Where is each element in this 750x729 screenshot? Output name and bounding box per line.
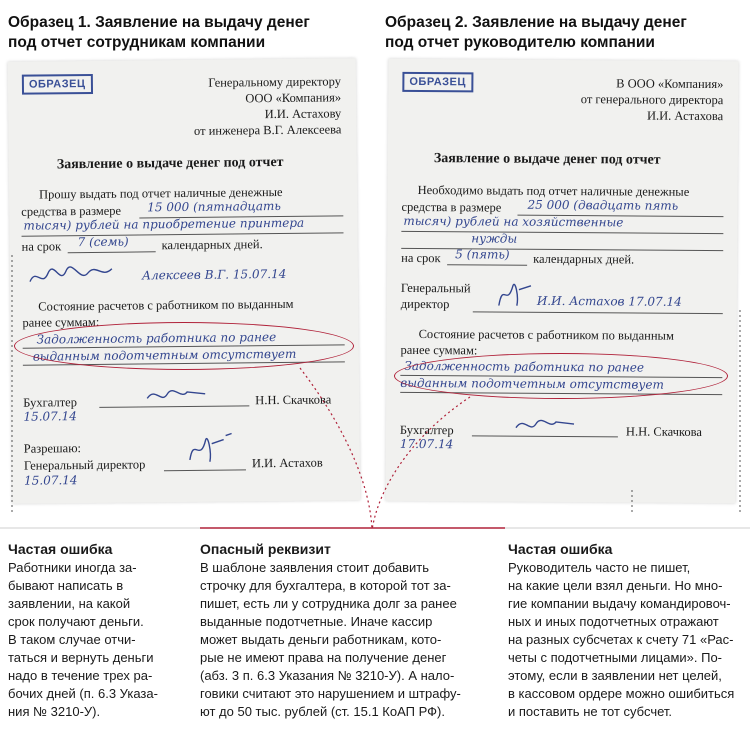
sample-stamp: ОБРАЗЕЦ	[402, 72, 473, 92]
note-line: может выдать деньги работникам, кото-	[200, 632, 442, 647]
document-title: Заявление о выдаче денег под отчет	[433, 151, 661, 168]
amount-label: средства в размере	[401, 199, 502, 215]
addressee-line: И.И. Астахова	[646, 108, 724, 124]
note-line: и поставить не тот субсчет.	[508, 704, 673, 719]
accountant-name: Н.Н. Скачкова	[255, 392, 332, 408]
note-line: заявлении, на какой	[8, 596, 131, 611]
handwritten-term: 5 (пять)	[455, 247, 510, 262]
director-label: Генеральный директор	[23, 457, 146, 473]
note-line: гие компании выдачу командировоч-	[508, 596, 731, 611]
note-line: В шаблоне заявления стоит добавить	[200, 560, 429, 575]
addressee-line: от генерального директора	[580, 92, 724, 108]
settlement-text: Состояние расчетов с работником по выданным	[418, 327, 674, 343]
note-line: В таком случае отчи-	[8, 632, 136, 647]
handwritten-term: 7 (семь)	[77, 234, 129, 250]
note-line: четы с подотчетными лицами». По-	[508, 650, 722, 665]
sample-stamp: ОБРАЗЕЦ	[22, 74, 93, 95]
accountant-label: Бухгалтер	[23, 395, 77, 410]
settlement-text: ранее суммам:	[22, 314, 100, 330]
accountant-name: Н.Н. Скачкова	[625, 424, 702, 439]
note-line: строчку для бухгалтера, в которой тот за-	[200, 578, 451, 593]
handwritten-date: 15.07.14	[24, 473, 78, 488]
director-label: директор	[400, 296, 450, 312]
note-line: Руководитель часто не пишет,	[508, 560, 691, 575]
settlement-text: Состояние расчетов с работником по выданным	[38, 296, 294, 314]
handwritten-purpose: нужды	[471, 231, 518, 246]
heading-line: Образец 2. Заявление на выдачу денег	[385, 14, 687, 31]
note-line: выданные подотчетные. Иначе кассир	[200, 614, 433, 629]
term-suffix: календарных дней.	[161, 237, 263, 253]
note-line: ния № 3210-У).	[8, 704, 101, 719]
handwritten-purpose: тысяч) рублей на приобретение принтера	[23, 215, 305, 233]
handwritten-date: 17.07.14	[399, 436, 454, 452]
note-line: (абз. 3 п. 6.3 Указания № 3210-У). А нало-	[200, 668, 455, 683]
note-line: надо в течение трех ра-	[8, 668, 153, 683]
director-label: Генеральный	[400, 280, 471, 296]
handwritten-debt: выданным подотчетным отсутствует	[32, 346, 297, 364]
note-line: на разных субсчетах к счету 71 «Рас-	[508, 632, 734, 647]
note-dangerous-requisite	[200, 540, 500, 721]
note-line: на какие цели взял деньги. Но мно-	[508, 578, 723, 593]
note-line: бывают написать в	[8, 578, 124, 593]
accountant-label: Бухгалтер	[399, 422, 454, 438]
handwritten-debt: выданным подотчетным отсутствует	[400, 375, 664, 392]
note-title: Частая ошибка	[8, 541, 113, 557]
director-name: И.И. Астахов	[251, 455, 323, 471]
note-line: Работники иногда за-	[8, 560, 137, 575]
heading-line: Образец 1. Заявление на выдачу денег	[8, 14, 310, 31]
handwritten-amount: 25 000 (двадцать пять	[527, 197, 679, 213]
addressee-line: ООО «Компания»	[245, 90, 342, 106]
note-common-error-1	[8, 540, 193, 721]
note-line: говики считают это нарушением и штрафу-	[200, 686, 461, 701]
note-line: этому, если в заявлении нет целей,	[508, 668, 722, 683]
handwritten-purpose: тысяч) рублей на хозяйственные	[403, 213, 624, 230]
addressee-line: И.И. Астахову	[264, 106, 342, 122]
handwritten-debt: Задолженность работника по ранее	[36, 330, 277, 347]
note-line: рые не имеют права на получение денег	[200, 650, 447, 665]
handwritten-applicant: Алексеев В.Г. 15.07.14	[141, 266, 287, 283]
body-text: Прошу выдать под отчет наличные денежные	[39, 184, 283, 202]
note-common-error-2	[508, 540, 746, 721]
note-line: пишет, есть ли у сотрудника долг за ранее	[200, 596, 457, 611]
body-text: Необходимо выдать под отчет наличные денежные	[417, 182, 690, 199]
term-label: на срок	[401, 250, 441, 266]
note-line: ют до 50 тыс. рублей (ст. 15.1 КоАП РФ).	[200, 704, 445, 719]
handwritten-director: И.И. Астахов 17.07.14	[536, 293, 682, 309]
heading-line: под отчет руководителю компании	[385, 34, 655, 51]
handwritten-date: 15.07.14	[23, 409, 77, 424]
note-line: ных и иных подотчетных отражают	[508, 614, 719, 629]
settlement-text: ранее суммам:	[400, 342, 478, 358]
term-label: на срок	[21, 239, 62, 254]
document-title: Заявление о выдаче денег под отчет	[56, 154, 284, 173]
handwritten-debt: Задолженность работника по ранее	[404, 358, 645, 375]
note-line: срок получают деньги.	[8, 614, 144, 629]
addressee-line: Генеральному директору	[208, 74, 341, 90]
note-line: таться и вернуть деньги	[8, 650, 154, 665]
note-title: Частая ошибка	[508, 541, 613, 557]
addressee-line: В ООО «Компания»	[616, 76, 724, 92]
term-suffix: календарных дней.	[533, 251, 635, 267]
heading-line: под отчет сотрудникам компании	[8, 34, 266, 51]
addressee-line: от инженера В.Г. Алексеева	[193, 122, 342, 138]
handwritten-amount: 15 000 (пятнадцать	[147, 198, 281, 215]
note-line: в кассовом ордере можно ошибиться	[508, 686, 735, 701]
amount-label: средства в размере	[21, 203, 122, 219]
note-line: бочих дней (п. 6.3 Указа-	[8, 686, 158, 701]
approve-label: Разрешаю:	[23, 441, 82, 456]
note-title: Опасный реквизит	[200, 541, 331, 557]
